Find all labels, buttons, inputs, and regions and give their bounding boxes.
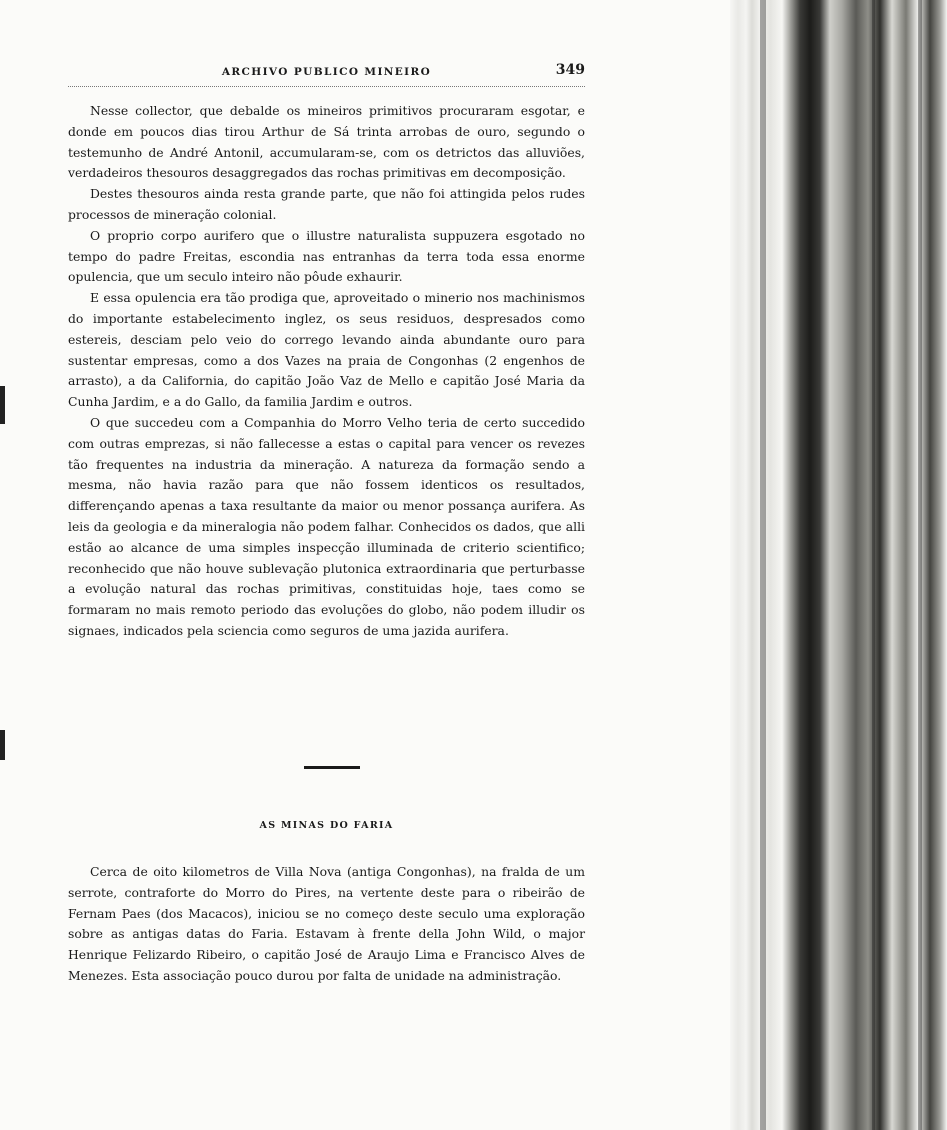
- header-rule: [68, 86, 585, 87]
- gutter-shadow-stripe: [872, 0, 875, 1130]
- section-divider: [304, 766, 360, 769]
- paragraph: Destes thesouros ainda resta grande parte, que não foi attingida pelos rudes processos de mineração colonial.: [68, 186, 585, 222]
- section-body-text: [68, 862, 585, 987]
- running-head: [68, 62, 585, 82]
- paragraph: O proprio corpo aurifero que o illustre naturalista suppuzera esgotado no tempo do padre Freitas, escondia nas entranhas da terra toda essa enorme opulencia, que um seculo inteiro não pôude exhaurir.: [68, 227, 585, 285]
- paragraph: Cerca de oito kilometros de Villa Nova (antiga Congonhas), na fralda de um serrote, contraforte do Morro do Pires, na vertente deste para o ribeirão de Fernam Paes (dos Macacos), iniciou se no começo deste seculo uma exploração sobre as antigas datas do Faria. Estavam à frente della John Wild, o major Henrique Felizardo Ribeiro, o capitão José de Araujo Lima e Francisco Alves de Menezes. Esta associação pouco durou por falta de unidade na administração.: [68, 864, 585, 983]
- gutter-shadow-stripe: [918, 0, 922, 1130]
- paragraph: E essa opulencia era tão prodiga que, aproveitado o minerio nos machinismos do importante estabelecimento inglez, os seus residuos, despresados como estereis, desciam pelo veio do corrego levando ainda abundante ouro para sustentar empresas, como a dos Vazes na praia de Congonhas (2 engenhos de arrasto), a da California, do capitão João Vaz de Mello e capitão José Maria da Cunha Jardim, e a do Gallo, da familia Jardim e outros.: [68, 290, 585, 410]
- section-title: AS MINAS DO FARIA: [259, 820, 394, 831]
- gutter-shadow-stripe: [760, 0, 766, 1130]
- page-number: 349: [555, 62, 585, 78]
- scan-edge-mark: [0, 386, 5, 424]
- paragraph: O que succedeu com a Companhia do Morro Velho teria de certo succedido com outras emprezas, si não fallecesse a estas o capital para vencer os revezes tão frequentes na industria da mineração. A natureza da formação sendo a mesma, não havia razão para que não fossem identicos os resultados, differençando apenas a taxa resultante da maior ou menor possança aurifera. As leis da geologia e da mineralogia não podem falhar. Conhecidos os dados, que alli estão ao alcance de uma simples inspecção illuminada de criterio scientifico; reconhecido que não houve sublevação plutonica extraordinaria que perturbasse a evolução natural das rochas primitivas, constituidas hoje, taes como se formaram no mais remoto periodo das evoluções do globo, não podem illudir os signaes, indicados pela sciencia como seguros de uma jazida aurifera.: [68, 414, 585, 638]
- body-text: [68, 101, 585, 642]
- running-head-title: ARCHIVO PUBLICO MINEIRO: [221, 66, 432, 78]
- scan-edge-mark: [0, 730, 5, 760]
- paragraph: Nesse collector, que debalde os mineiros primitivos procuraram esgotar, e donde em poucos dias tirou Arthur de Sá trinta arrobas de ouro, segundo o testemunho de André Antonil, accumularam-se, com os detrictos das alluviões, verdadeiros thesouros desaggregados das rochas primitivas em decomposição.: [68, 103, 585, 181]
